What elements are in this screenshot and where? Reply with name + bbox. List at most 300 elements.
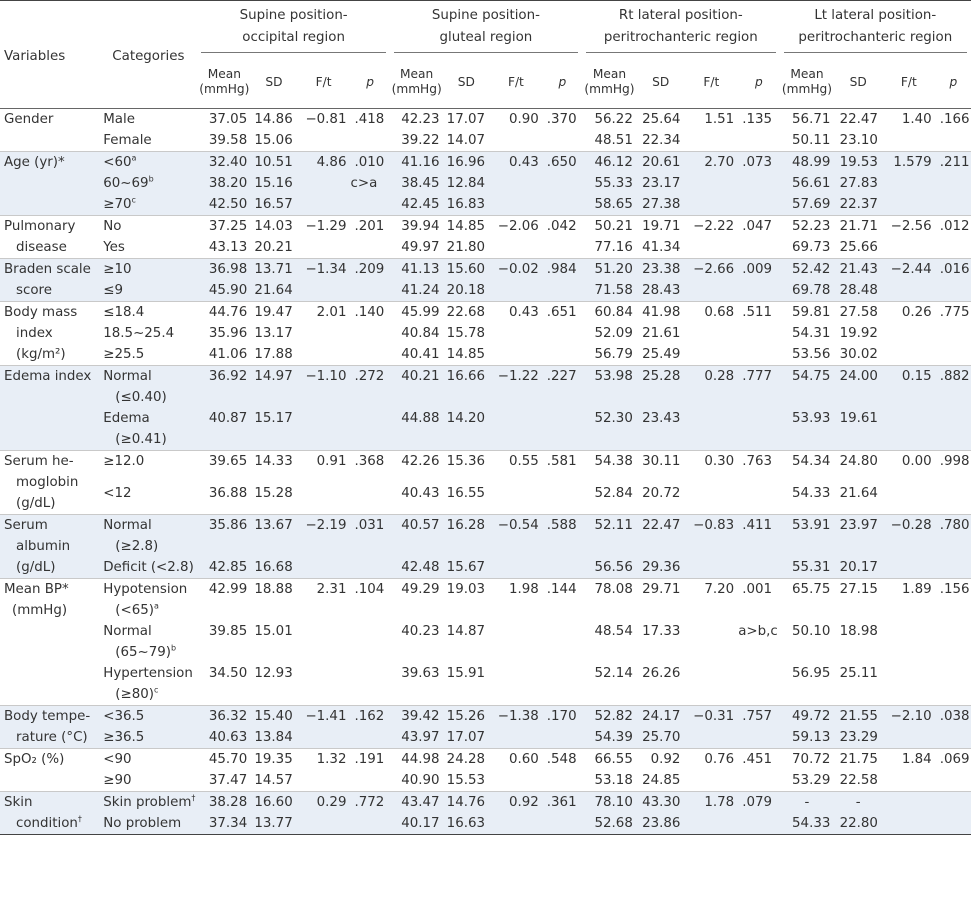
p-cell xyxy=(936,792,971,814)
mean-cell: 69.73 xyxy=(792,240,831,255)
sd-cell: 15.26 xyxy=(444,706,489,728)
sd-cell: 29.71 xyxy=(637,579,685,622)
sd-cell: 16.66 xyxy=(444,366,489,409)
sd-cell: 22.80 xyxy=(839,816,878,831)
p-cell xyxy=(936,557,971,579)
p-cell xyxy=(738,344,779,366)
ft-cell xyxy=(489,770,543,792)
category-cell: <12 xyxy=(103,485,132,501)
p-cell xyxy=(543,323,582,344)
mean-cell: 52.82 xyxy=(582,706,637,728)
p-cell xyxy=(936,483,971,514)
mean-cell: 45.99 xyxy=(390,302,444,324)
mean-cell: 48.99 xyxy=(780,152,835,174)
table-row xyxy=(0,130,971,152)
mean-cell: 52.09 xyxy=(594,326,633,341)
mean-cell: 39.94 xyxy=(390,216,444,238)
mean-cell: 52.42 xyxy=(780,259,835,281)
mean-cell: 49.29 xyxy=(390,579,444,622)
category-cell: No problem xyxy=(103,816,182,831)
mean-cell: 53.56 xyxy=(792,347,831,362)
ft-cell xyxy=(297,663,351,706)
p-cell: c>a xyxy=(350,176,378,191)
category-cell: Edema (≥0.41) xyxy=(103,411,167,447)
ft-cell: −2.06 xyxy=(489,216,543,238)
p-cell: .588 xyxy=(543,515,582,558)
table-row xyxy=(0,483,971,514)
ft-cell xyxy=(684,173,738,194)
sd-cell: 14.86 xyxy=(254,112,293,127)
mean-cell: 58.65 xyxy=(594,197,633,212)
p-cell: .775 xyxy=(936,302,971,324)
p-cell xyxy=(936,727,971,749)
mean-cell: 54.38 xyxy=(582,451,637,483)
ft-cell: −1.22 xyxy=(489,366,543,409)
sd-cell: 21.64 xyxy=(839,485,878,501)
p-cell: .073 xyxy=(738,152,779,174)
category-cell: $\ge 70^c$ xyxy=(103,195,136,212)
variable-cell: Mean BP* (mmHg) xyxy=(0,579,99,706)
sd-cell: 16.96 xyxy=(444,152,489,174)
p-cell xyxy=(543,130,582,152)
sd-cell: 24.00 xyxy=(834,366,882,409)
mean-cell: 39.63 xyxy=(401,666,440,681)
ft-cell xyxy=(489,813,543,834)
table-row xyxy=(0,727,971,749)
category-cell: 18.5~25.4 xyxy=(103,326,175,341)
sd-cell: 19.47 xyxy=(251,302,296,324)
p-cell xyxy=(350,621,389,663)
mean-cell: 71.58 xyxy=(594,283,633,298)
ft-header: F/t xyxy=(507,75,524,89)
sd-cell: 28.48 xyxy=(839,283,878,298)
footnote-marker: c xyxy=(131,195,136,205)
sd-cell: 19.61 xyxy=(839,411,878,426)
sd-cell: 30.11 xyxy=(637,451,685,483)
table-row xyxy=(0,749,971,771)
p-cell: .780 xyxy=(936,515,971,558)
mean-cell: 38.45 xyxy=(401,176,440,191)
mean-cell: 53.98 xyxy=(582,366,637,409)
ft-cell xyxy=(882,408,936,451)
sd-cell: 0.92 xyxy=(637,749,685,771)
ft-cell xyxy=(297,483,351,514)
sd-cell: 16.60 xyxy=(251,792,296,814)
group-header: Supine position- gluteal region xyxy=(390,1,582,57)
table-row xyxy=(0,216,971,238)
p-cell: .511 xyxy=(738,302,779,324)
sd-cell: 17.07 xyxy=(446,730,486,745)
mean-cell: 52.84 xyxy=(594,485,633,501)
ft-cell xyxy=(882,663,936,706)
p-cell: .042 xyxy=(543,216,582,238)
sd-cell: 16.68 xyxy=(254,560,293,575)
sd-cell: 13.84 xyxy=(254,730,293,745)
ft-cell xyxy=(882,323,936,344)
sd-header: SD xyxy=(457,75,475,89)
sd-cell: 25.11 xyxy=(839,666,878,681)
mean-cell: 48.54 xyxy=(594,624,633,639)
mean-cell: 70.72 xyxy=(780,749,835,771)
p-cell xyxy=(543,194,582,216)
sd-cell: 20.61 xyxy=(637,152,685,174)
sd-cell: 10.51 xyxy=(251,152,296,174)
category-cell: ≥12.0 xyxy=(99,451,197,483)
mean-cell: 40.17 xyxy=(401,816,440,831)
mean-cell: 40.84 xyxy=(401,326,440,341)
ft-cell xyxy=(882,280,936,302)
ft-cell xyxy=(489,408,543,451)
ft-cell: 0.30 xyxy=(684,451,738,483)
p-cell: .581 xyxy=(543,451,582,483)
ft-cell: 1.84 xyxy=(882,749,936,771)
mean-cell: 44.76 xyxy=(197,302,251,324)
ft-cell: 1.32 xyxy=(297,749,351,771)
ft-cell xyxy=(297,280,351,302)
ft-cell xyxy=(684,557,738,579)
ft-cell: 0.26 xyxy=(882,302,936,324)
p-cell xyxy=(543,557,582,579)
sd-cell: 14.87 xyxy=(446,624,486,639)
ft-cell xyxy=(489,483,543,514)
ft-cell xyxy=(489,344,543,366)
p-cell: .209 xyxy=(350,259,389,281)
ft-cell xyxy=(489,663,543,706)
table-row xyxy=(0,344,971,366)
sd-cell: 21.55 xyxy=(834,706,882,728)
p-cell: .047 xyxy=(738,216,779,238)
mean-cell: 35.96 xyxy=(208,326,248,341)
ft-cell xyxy=(684,323,738,344)
mean-cell: 45.90 xyxy=(208,283,248,298)
sd-cell: 28.43 xyxy=(642,283,681,298)
category-cell: <36.5 xyxy=(99,706,197,728)
sd-header: SD xyxy=(652,75,670,89)
p-cell: .170 xyxy=(543,706,582,728)
ft-cell xyxy=(297,130,351,152)
variable-cell: Braden scale score xyxy=(0,259,99,302)
sd-cell: 23.43 xyxy=(642,411,681,426)
p-cell xyxy=(738,663,779,706)
ft-cell: −0.81 xyxy=(305,112,347,127)
category-cell: ≤9 xyxy=(103,283,123,298)
variable-cell: Gender xyxy=(4,112,54,127)
category-cell: $<60^a$ xyxy=(99,152,197,174)
sd-cell: 16.55 xyxy=(446,485,486,501)
p-cell xyxy=(543,770,582,792)
mean-cell: 56.56 xyxy=(594,560,633,575)
p-cell xyxy=(543,621,582,663)
ft-cell xyxy=(489,194,543,216)
p-cell: .651 xyxy=(543,302,582,324)
sd-cell: 23.17 xyxy=(642,176,681,191)
category-cell: Deficit (<2.8) xyxy=(103,560,194,575)
mean-cell: 52.14 xyxy=(594,666,633,681)
table-row xyxy=(0,706,971,728)
category-cell: Normal (≥2.8) xyxy=(99,515,197,558)
mean-cell: 39.22 xyxy=(401,133,440,148)
sd-cell: 19.71 xyxy=(637,216,685,238)
sd-cell: 21.75 xyxy=(834,749,882,771)
mean-cell: 39.85 xyxy=(208,624,248,639)
p-cell xyxy=(350,483,389,514)
mean-cell: 40.41 xyxy=(401,347,440,362)
ft-cell: 0.15 xyxy=(882,366,936,409)
mean-cell: 53.93 xyxy=(792,411,831,426)
variable-cell: Body tempe- rature (°C) xyxy=(0,706,99,749)
mean-cell: 45.70 xyxy=(197,749,251,771)
sd-cell: 14.57 xyxy=(254,773,293,788)
sd-cell: 25.28 xyxy=(637,366,685,409)
mean-cell: 37.47 xyxy=(208,773,248,788)
p-cell: .411 xyxy=(738,515,779,558)
mean-cell: 59.81 xyxy=(780,302,835,324)
ft-cell xyxy=(489,557,543,579)
p-cell: .191 xyxy=(350,749,389,771)
sd-cell: 27.15 xyxy=(834,579,882,622)
mean-cell: 41.24 xyxy=(401,283,440,298)
sd-cell: 14.20 xyxy=(446,411,486,426)
ft-cell xyxy=(684,280,738,302)
mean-cell: 40.43 xyxy=(401,485,440,501)
variable-cell: SpO₂ (%) xyxy=(0,749,99,792)
mean-cell: 36.92 xyxy=(197,366,251,409)
mean-cell: 34.50 xyxy=(208,666,248,681)
mean-cell: 53.29 xyxy=(792,773,831,788)
category-cell: ≤18.4 xyxy=(99,302,197,324)
ft-cell xyxy=(297,813,351,834)
sd-cell: 26.26 xyxy=(642,666,681,681)
sd-cell: 15.91 xyxy=(446,666,486,681)
footnote-marker: c xyxy=(153,685,159,695)
mean-cell: 42.50 xyxy=(208,197,248,212)
sd-cell: 14.76 xyxy=(444,792,489,814)
p-cell xyxy=(738,194,779,216)
table-row xyxy=(0,813,971,834)
category-cell: Normal (≤0.40) xyxy=(99,366,197,409)
ft-cell xyxy=(882,621,936,663)
sd-header: SD xyxy=(849,75,867,89)
sd-cell: 27.38 xyxy=(642,197,681,212)
sd-cell: 18.98 xyxy=(839,624,878,639)
mean-header: Mean (mmHg) xyxy=(199,67,250,96)
ft-cell xyxy=(489,727,543,749)
p-cell: .135 xyxy=(742,112,773,127)
sd-cell: 43.30 xyxy=(637,792,685,814)
ft-cell xyxy=(489,323,543,344)
ft-header: F/t xyxy=(315,75,332,89)
mean-cell: 78.10 xyxy=(582,792,637,814)
p-cell xyxy=(543,663,582,706)
table-row xyxy=(0,451,971,483)
sd-cell: 18.88 xyxy=(251,579,296,622)
sd-cell: 21.64 xyxy=(254,283,293,298)
ft-cell: −1.34 xyxy=(297,259,351,281)
mean-cell: 43.13 xyxy=(208,240,248,255)
p-cell: .882 xyxy=(936,366,971,409)
sd-cell: 23.86 xyxy=(642,816,681,831)
sd-cell: 14.33 xyxy=(251,451,296,483)
ft-cell: −0.31 xyxy=(684,706,738,728)
mean-cell: 54.31 xyxy=(792,326,831,341)
sd-cell: 15.40 xyxy=(251,706,296,728)
ft-cell: 0.60 xyxy=(489,749,543,771)
sd-cell: 17.33 xyxy=(642,624,681,639)
p-header: p xyxy=(949,75,958,89)
table-body xyxy=(0,109,971,835)
p-cell xyxy=(738,280,779,302)
ft-header: F/t xyxy=(900,75,917,89)
table-row xyxy=(0,194,971,216)
sd-cell: 14.85 xyxy=(446,347,486,362)
mean-cell: 52.30 xyxy=(594,411,633,426)
sd-cell: 21.71 xyxy=(834,216,882,238)
ft-cell xyxy=(489,173,543,194)
mean-cell: 57.69 xyxy=(792,197,831,212)
sd-cell: 20.18 xyxy=(446,283,486,298)
mean-cell: 42.48 xyxy=(401,560,440,575)
sd-cell: 15.28 xyxy=(254,485,293,501)
p-cell: .012 xyxy=(936,216,971,238)
p-cell xyxy=(738,173,779,194)
sd-cell: 19.03 xyxy=(444,579,489,622)
table-row xyxy=(0,366,971,409)
p-cell xyxy=(738,770,779,792)
p-cell: .069 xyxy=(936,749,971,771)
p-cell xyxy=(350,237,389,259)
sd-cell: 13.17 xyxy=(254,326,293,341)
ft-cell: −2.19 xyxy=(297,515,351,558)
sd-cell: 24.80 xyxy=(834,451,882,483)
sd-cell: 16.83 xyxy=(446,197,486,212)
mean-cell: 56.22 xyxy=(594,112,633,127)
mean-cell: 55.31 xyxy=(792,560,831,575)
category-cell: Hypotension (<65)$^a$ xyxy=(99,579,197,622)
footnote-marker: † xyxy=(77,814,82,824)
ft-cell: 4.86 xyxy=(297,152,351,174)
mean-cell: 39.42 xyxy=(390,706,444,728)
mean-cell: 54.39 xyxy=(594,730,633,745)
table-row xyxy=(0,173,971,194)
ft-cell xyxy=(297,173,351,194)
variable-cell: Skin condition† xyxy=(0,792,99,835)
ft-cell: 0.90 xyxy=(508,112,539,127)
p-cell xyxy=(350,663,389,706)
ft-cell xyxy=(684,237,738,259)
p-cell: a>b,c xyxy=(738,624,778,639)
sd-cell: 25.70 xyxy=(642,730,681,745)
mean-cell: 44.88 xyxy=(401,411,440,426)
sd-cell: 12.84 xyxy=(446,176,486,191)
sd-cell: 16.57 xyxy=(254,197,293,212)
p-cell: .031 xyxy=(350,515,389,558)
sd-cell: 25.49 xyxy=(642,347,681,362)
p-cell xyxy=(543,813,582,834)
ft-cell xyxy=(297,621,351,663)
category-cell: <90 xyxy=(99,749,197,771)
p-cell xyxy=(936,280,971,302)
ft-cell: 0.43 xyxy=(489,302,543,324)
ft-cell xyxy=(684,194,738,216)
table-row xyxy=(0,259,971,281)
p-cell: .272 xyxy=(350,366,389,409)
sd-cell: 22.47 xyxy=(839,112,878,127)
p-cell: .001 xyxy=(738,579,779,622)
p-cell: .361 xyxy=(543,792,582,814)
ft-cell: 2.01 xyxy=(297,302,351,324)
ft-header: F/t xyxy=(703,75,720,89)
mean-cell: 44.98 xyxy=(390,749,444,771)
mean-cell: 52.23 xyxy=(780,216,835,238)
ft-cell xyxy=(489,621,543,663)
ft-cell: −2.66 xyxy=(684,259,738,281)
sd-cell: 17.07 xyxy=(446,112,486,127)
variable-cell: Edema index xyxy=(0,366,99,451)
p-cell xyxy=(936,408,971,451)
mean-cell: 52.11 xyxy=(582,515,637,558)
mean-cell: 53.91 xyxy=(780,515,835,558)
p-cell: .998 xyxy=(936,451,971,483)
ft-cell xyxy=(297,770,351,792)
mean-cell: 37.34 xyxy=(208,816,248,831)
sd-cell: 15.53 xyxy=(446,773,486,788)
mean-cell: 66.55 xyxy=(582,749,637,771)
p-cell: .156 xyxy=(936,579,971,622)
mean-cell: 60.84 xyxy=(582,302,637,324)
ft-cell: 0.76 xyxy=(684,749,738,771)
sd-cell: 13.71 xyxy=(251,259,296,281)
mean-cell: 40.21 xyxy=(390,366,444,409)
table-row xyxy=(0,408,971,451)
ft-cell: 1.89 xyxy=(882,579,936,622)
ft-cell xyxy=(297,344,351,366)
ft-cell xyxy=(684,408,738,451)
p-cell xyxy=(350,344,389,366)
mean-cell: 36.98 xyxy=(197,259,251,281)
p-cell xyxy=(936,237,971,259)
ft-cell: 0.92 xyxy=(489,792,543,814)
ft-cell xyxy=(882,770,936,792)
p-cell: .650 xyxy=(543,152,582,174)
sd-cell: 15.16 xyxy=(254,176,293,191)
mean-cell: 42.45 xyxy=(401,197,440,212)
sd-cell: 22.47 xyxy=(637,515,685,558)
sd-cell: 21.61 xyxy=(642,326,681,341)
sd-cell: 12.93 xyxy=(254,666,293,681)
group-header: Rt lateral position- peritrochanteric region xyxy=(582,1,780,57)
sd-cell: 24.17 xyxy=(637,706,685,728)
p-cell xyxy=(543,344,582,366)
p-cell xyxy=(350,130,389,152)
p-cell xyxy=(936,194,971,216)
sd-cell: 13.77 xyxy=(254,816,293,831)
p-cell xyxy=(936,770,971,792)
ft-cell: −1.29 xyxy=(297,216,351,238)
ft-cell xyxy=(297,557,351,579)
mean-cell: 40.57 xyxy=(390,515,444,558)
mean-cell: 43.47 xyxy=(390,792,444,814)
sd-cell: 25.64 xyxy=(642,112,681,127)
p-cell: .140 xyxy=(350,302,389,324)
footnote-marker: a xyxy=(131,153,137,163)
p-header: p xyxy=(755,75,763,89)
sd-cell: 22.58 xyxy=(839,773,878,788)
p-cell xyxy=(936,813,971,834)
p-cell xyxy=(350,770,389,792)
ft-cell xyxy=(684,621,738,663)
p-cell xyxy=(543,173,582,194)
sd-header: SD xyxy=(265,75,283,89)
